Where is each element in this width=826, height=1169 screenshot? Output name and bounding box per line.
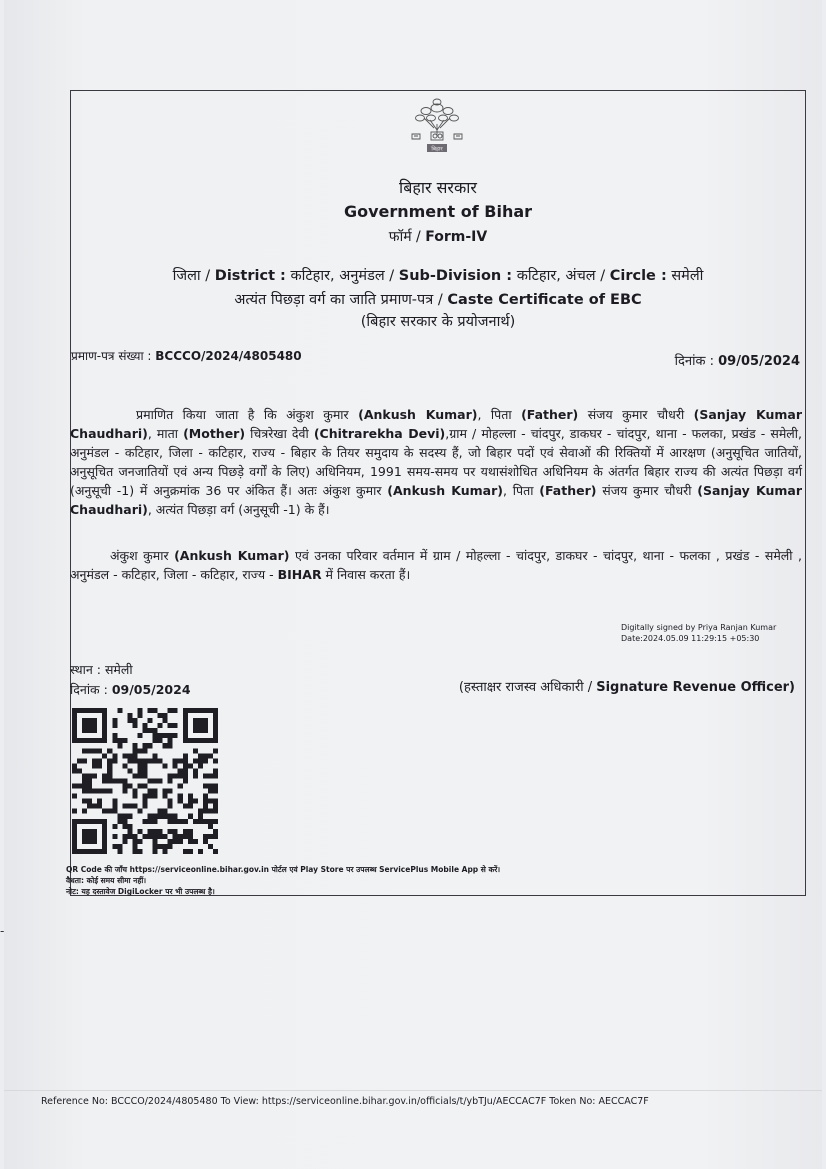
circle-english: Circle :: [609, 268, 667, 284]
reference-footer: Reference No: BCCCO/2024/4805480 To View: https://serviceonline.bihar.gov.in/officials/t/ybTJu/AECCAC7F Token No: AECCAC7F: [41, 1096, 649, 1107]
certificate-title: [70, 289, 806, 309]
digital-signature: [621, 622, 776, 644]
govt-hindi-title: बिहार सरकार: [399, 178, 477, 197]
body-text: प्रमाणित किया जाता है कि अंकुश कुमार: [136, 407, 359, 422]
form-prefix: फॉर्म /: [388, 229, 426, 245]
govt-english-title: Government of Bihar: [343, 202, 533, 221]
margin-mark: -: [0, 924, 5, 938]
verification-notes: [66, 864, 500, 897]
certificate-body-paragraph-2: [70, 546, 802, 584]
place-block: [70, 660, 191, 700]
signature-label: [459, 677, 795, 695]
district-value: कटिहार, अनुमंडल /: [285, 268, 399, 284]
body-text: में निवास करता हैं।: [321, 567, 411, 582]
issue-date-label: दिनांक :: [674, 354, 719, 369]
state-name: BIHAR: [277, 567, 322, 582]
body-text: , पिता: [477, 407, 522, 422]
body-text: ,ग्राम / मोहल्ला - चांदपुर, डाकघर - चांदपुर, थाना - फलका, प्रखंड - समेली, अनुमंडल - कटिहार, जिला - कटिहार, राज्य - बिहार के तियर समुदाय के सदस्य हैं, जो बिहार पदों एवं सेवाओं की रिक्तियों में आरक्षण (अनुसूचित जातियों, अनुसूचित जनजातियों एवं अन्य पिछड़े वर्गों के लिए) अधिनियम, 1991 समय-समय पर यथासंशोधित अधिनियम के अंतर्गत बिहार राज्य की अत्यंत पिछड़ा वर्ग (अनुसूची -1) में अनुक्रमांक 36 पर अंकित हैं। अतः अंकुश कुमार: [70, 426, 802, 498]
signature-label-hindi: (हस्ताक्षर राजस्व अधिकारी /: [458, 680, 597, 695]
issue-date-value: 09/05/2024: [718, 354, 800, 369]
certificate-number-value: BCCCO/2024/4805480: [155, 349, 302, 363]
form-number: Form-IV: [425, 229, 488, 245]
father-label: (Father): [521, 407, 579, 422]
place-line: [70, 660, 191, 680]
form-label: [70, 227, 806, 246]
applicant-name-english: (Ankush Kumar): [358, 407, 478, 422]
mother-label: (Mother): [183, 426, 246, 441]
place-date-line: [70, 680, 191, 700]
certificate-body-paragraph-1: [70, 405, 802, 519]
place-value: समेली: [104, 662, 133, 677]
body-text: एवं उनका परिवार वर्तमान में ग्राम / मोहल्ला - चांदपुर, डाकघर - चांदपुर, थाना - फलका , प्रखंड - समेली , अनुमंडल - कटिहार, जिला - कटिहार, राज्य -: [70, 548, 802, 582]
certificate-number-label: प्रमाण-पत्र संख्या :: [71, 349, 156, 363]
father-name-english: (Sanjay Kumar Chaudhari): [70, 483, 802, 517]
father-label: (Father): [539, 483, 597, 498]
applicant-name-english: (Ankush Kumar): [387, 483, 503, 498]
certificate-number: [71, 347, 302, 364]
subdivision-value: कटिहार, अंचल /: [512, 268, 610, 284]
mother-name-hindi: चित्ररेखा देवी: [245, 426, 314, 441]
digilocker-note: नोट: यह दस्तावेज DigiLocker पर भी उपलब्ध है।: [66, 887, 215, 896]
father-name-hindi: संजय कुमार चौधरी: [578, 407, 694, 422]
validity-note: वैधता: कोई समय सीमा नहीं।: [66, 876, 147, 885]
digital-signature-signer: Digitally signed by Priya Ranjan Kumar: [621, 623, 777, 632]
subdivision-english: Sub-Division :: [398, 268, 513, 284]
digital-signature-date: Date:2024.05.09 11:29:15 +05:30: [621, 634, 760, 643]
certificate-title-english: Caste Certificate of EBC: [447, 292, 642, 308]
father-name-hindi: संजय कुमार चौधरी: [596, 483, 698, 498]
location-line: [70, 265, 806, 285]
applicant-name-english: (Ankush Kumar): [174, 548, 290, 563]
bodhi-tree-emblem-icon: [404, 96, 470, 158]
circle-value: समेली: [666, 268, 704, 284]
emblem-label: बिहार: [431, 146, 443, 153]
body-text: , पिता: [503, 483, 540, 498]
qr-verification-note: QR Code की जाँच https://serviceonline.bihar.gov.in पोर्टल एवं Play Store पर उपलब्ध ServicePlus Mobile App से करें।: [66, 865, 501, 874]
father-name-english: (Sanjay Kumar Chaudhari): [70, 407, 803, 441]
certificate-purpose: (बिहार सरकार के प्रयोजनार्थ): [360, 314, 516, 330]
qr-code-icon: [72, 708, 218, 854]
body-text: , माता: [147, 426, 184, 441]
place-label: स्थान :: [70, 662, 105, 677]
issue-date: [675, 351, 800, 369]
certificate-title-hindi: अत्यंत पिछड़ा वर्ग का जाति प्रमाण-पत्र /: [234, 292, 448, 308]
footer-divider: [4, 1090, 822, 1091]
mother-name-english: (Chitrarekha Devi): [313, 426, 446, 441]
place-date-value: 09/05/2024: [111, 682, 191, 697]
body-text: अंकुश कुमार: [110, 548, 175, 563]
district-english: District :: [214, 268, 286, 284]
body-text: , अत्यंत पिछड़ा वर्ग (अनुसूची -1) के हैं।: [147, 502, 330, 517]
place-date-label: दिनांक :: [70, 682, 112, 697]
district-hindi: जिला /: [172, 268, 215, 284]
signature-label-english: Signature Revenue Officer): [596, 680, 795, 695]
